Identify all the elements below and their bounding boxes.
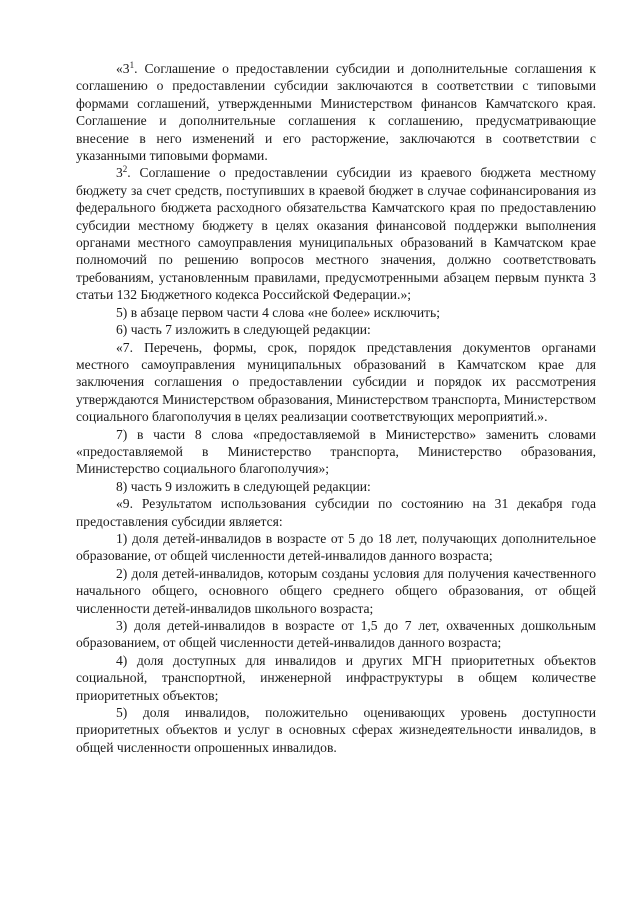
paragraph-3-1: [76, 60, 596, 164]
paragraph-item-7: 7) в части 8 слова «предоставляемой в Министерство» заменить словами «предоставляемой в Министерство транспорта, Министерство образования, Министерство социального благополучия»;: [76, 426, 596, 477]
paragraph-item-6: 6) часть 7 изложить в следующей редакции:: [116, 322, 371, 338]
paragraph-text: . Соглашение о предоставлении субсидии и дополнительные соглашения к соглашению о предоставлении субсидии заключаются в соответствии с типовыми формами соглашений, утвержденными Министерством финансов Камчатского края. Соглашение и дополнительные соглашения к соглашению, предусматривающие внесение в него изменений и его расторжение, заключаются в соответствии с указанными типовыми формами.: [76, 61, 596, 164]
paragraph-text: . Соглашение о предоставлении субсидии из краевого бюджета местному бюджету за счет средств, поступивших в краевой бюджет в случае софинансирования из федерального бюджета расходного обязательства Камчатского края по предоставлению субсидии местному бюджету в целях оказания финансовой поддержки выполнения органами местного самоуправления муниципальных образований в Камчатском крае полномочий по решению вопросов местного значения, должно соответствовать требованиям, установленным правилами, предусмотренными абзацем первым пункта 3 статьи 132 Бюджетного кодекса Российской Федерации.»;: [76, 165, 596, 303]
paragraph-prefix: «3: [116, 61, 130, 76]
paragraph-item-5: 5) в абзаце первом части 4 слова «не более» исключить;: [116, 304, 441, 320]
paragraph-result-3: 3) доля детей-инвалидов в возрасте от 1,5 до 7 лет, охваченных дошкольным образованием, от общей численности детей-инвалидов данного возраста;: [76, 618, 596, 651]
paragraph-result-2: 2) доля детей-инвалидов, которым созданы условия для получения качественного начального общего, основного общего среднего общего образования, от общей численности детей-инвалидов школьного возраста;: [76, 565, 596, 616]
paragraph-item-8: 8) часть 9 изложить в следующей редакции:: [116, 478, 371, 494]
paragraph-result-5: 5) доля инвалидов, положительно оценивающих уровень доступности приоритетных объектов и услуг в основных сферах жизнедеятельности инвалидов, в общей численности опрошенных инвалидов.: [76, 705, 596, 755]
paragraph-result-1: 1) доля детей-инвалидов в возрасте от 5 до 18 лет, получающих дополнительное образование, от общей численности детей-инвалидов данного возраста;: [76, 530, 596, 564]
superscript: 1: [129, 60, 135, 70]
paragraph-3-2: [76, 164, 596, 303]
paragraph-prefix: 3: [116, 165, 123, 181]
paragraph-part-9: «9. Результатом использования субсидии по состоянию на 31 декабря года предоставления субсидии является:: [76, 496, 596, 529]
paragraph-part-7: «7. Перечень, формы, срок, порядок представления документов органами местного самоуправления муниципальных образований в Камчатском крае для заключения соглашения о предоставлении субсидии и порядок их рассмотрения утверждаются Министерством образования, Министерством транспорта, Министерством социального благополучия в целях реализации соответствующих мероприятий.».: [76, 339, 596, 425]
paragraph-result-4: 4) доля доступных для инвалидов и других МГН приоритетных объектов социальной, транспортной, инженерной инфраструктуры в общем количестве приоритетных объектов;: [76, 652, 596, 703]
superscript: 2: [122, 164, 128, 175]
document-page: [76, 60, 596, 756]
